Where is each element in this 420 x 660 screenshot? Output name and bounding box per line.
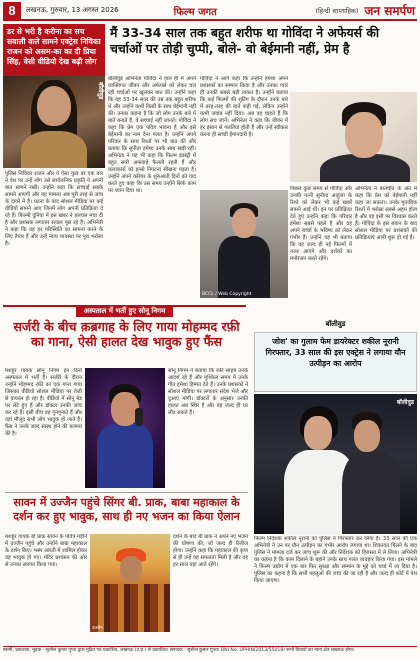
ujjain-photo-caption: उज्जैन bbox=[92, 626, 103, 631]
sidebar-headline: डर से भरी है करीना का सच सवाली वाले सामने एक्ट्रेस निविका राजन को असम-का का दी प्रिया सिंह, वेसी वीडियो देख बढ़ी लोग bbox=[3, 24, 105, 76]
bollywood-headline: जोश' का गुलाम फेम डायरेक्टर शकील नूरानी गिरफ्तार, 33 साल की इस एक्ट्रेस ने लगाया यौन उत्पीड़न का आरोप bbox=[254, 332, 417, 392]
sidebar-photo-tag: बॉलीवुड bbox=[97, 82, 104, 100]
top-story-col2: गोविंदा ने आगे कहा कि उन्होंने हमेशा अपने प्रशंसकों का सम्मान किया है और उनका प्यार ही उनकी सबसे बड़ी ताकत है। उन्होंने बताया कि कई फिल्मों की शूटिंग के दौरान उनके बारे में तरह-तरह की बातें कही गईं, लेकिन उन्होंने कभी जवाब नहीं दिया। अब वह चाहते हैं कि लोग सच जानें। अभिनेता ने कहा कि जीवन में हर इंसान से गलतियां होती हैं और उन्हें स्वीकार करना ही सच्ची ईमानदारी है। bbox=[200, 76, 288, 138]
imprint-footer: स्वामी, प्रकाशक, मुद्रक - सुशील कुमार गुप्ता द्वारा मुद्रित एवं प्रकाशित, लखनऊ (उ.प्र.) से प्रकाशित। संपादक : सुशील कुमार गुप्ता। RNI No. UPHIN/2013/55018। सभी विवादों का न्याय क्षेत्र लखनऊ होगा। bbox=[3, 646, 417, 658]
bollywood-body: फिल्म निर्देशक शकील नूरानी को पुलिस ने गिरफ्तार कर लिया है। 33 साल की एक अभिनेत्री ने उन पर यौन उत्पीड़न का गंभीर आरोप लगाया था। शिकायत मिलने के बाद पुलिस ने मामला दर्ज कर जांच शुरू की और निर्देशक को हिरासत में ले लिया। अभिनेत्री का कहना है कि काम दिलाने के बहाने उनके साथ गलत व्यवहार किया गया। इस मामले ने फिल्म उद्योग में एक बार फिर सुरक्षा और सम्मान के मुद्दे को चर्चा में ला दिया है। पुलिस का कहना है कि सभी पहलुओं की जांच की जा रही है और जल्द ही कोर्ट में पेश किया जाएगा। bbox=[254, 536, 417, 584]
shakeel-noorani-photo bbox=[254, 394, 417, 534]
bollywood-tag: बॉलीवुड bbox=[325, 320, 346, 328]
bollywood-photo-caption: बॉलीवुड bbox=[396, 399, 414, 406]
ujjain-story-headline: सावन में उज्जैन पहुंचे सिंगर बी. प्राक, बाबा महाकाल के दर्शन कर हुए भावुक, साथ ही नए भजन का किया ऐलान bbox=[5, 492, 248, 532]
kicker-label: अस्पताल में भर्ती हुए सोनू निगम bbox=[76, 306, 174, 317]
section-kicker bbox=[3, 305, 246, 317]
sonu-nigam-photo bbox=[85, 368, 165, 488]
b-praak-photo bbox=[90, 534, 170, 632]
rafi-story-headline: सर्जरी के बीच क़ब्रगाह के लिए गाया मोहम्मद रफ़ी का गाना, ऐसी हालत देख भावुक हुए फैंस bbox=[13, 319, 240, 349]
top-story-col3: पिछले कुछ समय से गोविंदा और उनकी पत्नी सुनीता आहूजा के रिश्ते को लेकर भी कई खबरें सामने आई थीं। इन पर प्रतिक्रिया देते हुए उन्होंने कहा कि परिवार हमेशा सबसे पहले है और वह अपने बच्चों के भविष्य को लेकर गंभीर हैं। उन्होंने यह भी बताया कि वह जल्द ही नई फिल्मों में नजर आएंगे और दर्शकों का मनोरंजन करते रहेंगे। bbox=[290, 186, 352, 262]
sidebar-body: पुलिस निविका राजन और ये ऐसा कुछ डर एक बार ने वेश पर उन्हें लोग उसे सार्वजनिक प्रकृति ने अपनी बात सामने रखी। उन्होंने कहा कि सच्चाई सबके सामने आएगी और यह मामला अब पूरी तरह से जांच के दायरे में है। घटना के बाद सोशल मीडिया पर कई वीडियो सामने आए जिनमें लोग अपनी प्रतिक्रिया दे रहे हैं। फिल्मी दुनिया में इस खबर ने हलचल मचा दी है और प्रशंसक लगातार सवाल पूछ रहे हैं। अभिनेत्री ने कहा कि वह हर परिस्थिति का सामना करने के लिए तैयार हैं और उन्हें न्याय व्यवस्था पर पूरा भरोसा है। bbox=[5, 171, 103, 247]
photo-credit: BCCL / Web Copyright bbox=[202, 292, 252, 297]
section-title: फिल्म जगत bbox=[173, 6, 217, 18]
top-story-col4: अभिनेता ने बातचीत के अंत में कहा कि प्रेम को बेईमानी नहीं कहा जा सकता। उनके मुताबिक रिश्तों में भरोसा सबसे अहम होता है और वह इसी पर विश्वास करते हैं। गोविंदा के इस बयान के बाद सोशल मीडिया पर प्रशंसकों की प्रतिक्रियाएं आनी शुरू हो गई हैं। bbox=[355, 186, 417, 241]
sidebar-photo bbox=[3, 76, 105, 168]
rafi-story-col-right: सोनू निगम ने बताया कि रफ़ी साहब उनके आदर्श रहे हैं और मुश्किल समय में उनके गीत हमेशा हिम्मत देते हैं। उनके प्रशंसकों ने सोशल मीडिया पर लगातार संदेश भेजे और दुआएं मांगीं। डॉक्टरों के अनुसार उनकी हालत अब स्थिर है और वह जल्द ही घर लौट सकते हैं। bbox=[168, 368, 248, 416]
top-story-headline: मैं 33-34 साल तक बहुत शरीफ था गोविंदा ने अफेयर्स की चर्चाओं पर तोड़ी चुप्पी, बोले- वो बेईमानी नहीं, प्रेम है bbox=[110, 25, 380, 56]
ujjain-story-col-left: मशहूर गायक बी प्राक सावन के पवित्र महीने में उज्जैन पहुंचे और उन्होंने बाबा महाकाल के दर्शन किए। भस्म आरती में शामिल होकर वह भावुक हो गए। मंदिर प्रशासन की ओर से उनका स्वागत किया गया। bbox=[5, 534, 87, 568]
govinda-suit-photo bbox=[200, 190, 288, 298]
ujjain-story-col-right: दर्शन के बाद बी प्राक ने अपने नए भजन की घोषणा की, जो जल्द ही रिलीज होगा। उन्होंने कहा कि महाकाल की कृपा से ही उन्हें यह सफलता मिली है और वह हर साल यहां आते रहेंगे। bbox=[173, 534, 248, 568]
paper-name: जन समर्पण bbox=[364, 4, 415, 18]
masthead bbox=[3, 2, 417, 21]
weekly-label: (हिन्दी साप्ताहिक) bbox=[315, 7, 359, 15]
rafi-story-col-left: मशहूर गायक सोनू निगम इन दिनों अस्पताल में भर्ती हैं। सर्जरी के दौरान उन्होंने मोहम्मद रफ़ी का एक गाना गाया जिसका वीडियो सोशल मीडिया पर तेजी से वायरल हो रहा है। वीडियो में सोनू बेड पर लेटे हुए हैं और डॉक्टर उनकी जांच कर रहे हैं। इसी बीच वह गुनगुनाते हैं और वहां मौजूद सभी लोग भावुक हो जाते हैं। फैंस ने उनके जल्द स्वस्थ होने की कामना की है। bbox=[5, 368, 82, 437]
page-number: 8 bbox=[3, 2, 21, 19]
date-line: लखनऊ, गुरुवार, 13 अगस्त 2026 bbox=[26, 6, 119, 14]
top-story-col1: बॉलीवुड अभिनेता गोविंदा ने हाल ही में अपने व्यक्तिगत जीवन और अफेयर्स को लेकर चल रही चर्चाओं पर खुलकर बात की। उन्होंने कहा कि वह 33-34 साल की उम्र तक बहुत शरीफ थे और उन्होंने कभी किसी के साथ बेईमानी नहीं की। उनका कहना है कि जो लोग उनके बारे में बातें बनाते हैं, वे सच्चाई नहीं जानते। गोविंदा ने कहा कि प्रेम एक पवित्र भावना है और इसे बेईमानी का नाम देना गलत है। उन्होंने अपने परिवार के साथ रिश्तों पर भी बात की और बताया कि सुनीता हमेशा उनके साथ खड़ी रहीं। अभिनेता ने यह भी कहा कि फिल्म इंडस्ट्री में बहुत सारी अफवाहें फैलती रहती हैं और कलाकारों को इनसे निपटना सीखना पड़ता है। उन्होंने अपने करियर के शुरुआती दिनों को याद करते हुए कहा कि उस समय उन्होंने सिर्फ काम पर ध्यान दिया था। bbox=[108, 76, 196, 194]
sidebar-story bbox=[3, 24, 105, 302]
govinda-photo bbox=[290, 92, 417, 182]
